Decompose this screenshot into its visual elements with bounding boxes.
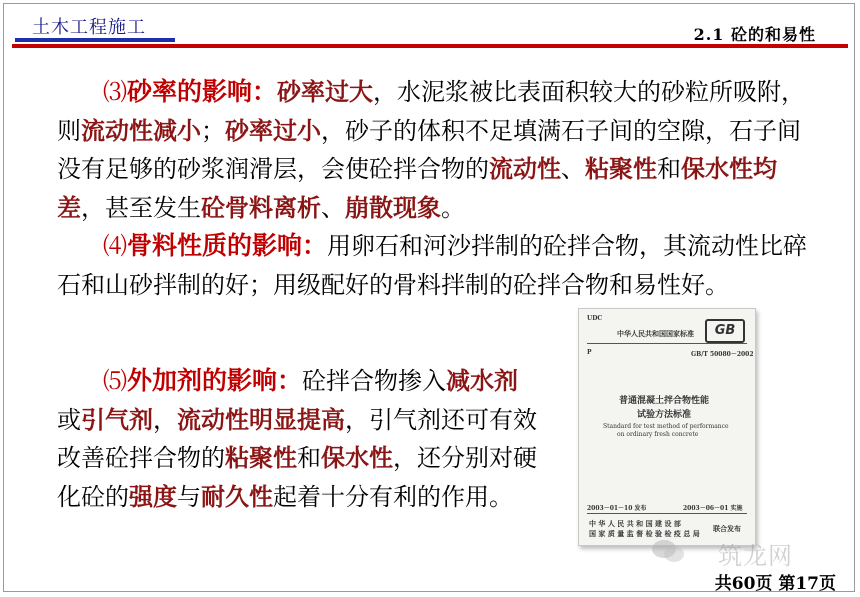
body-text: ，甚至发生 xyxy=(81,193,201,222)
paragraph-admixture xyxy=(57,362,537,516)
paragraph-aggregate xyxy=(57,227,827,304)
section-title: 2.1 砼的和易性 xyxy=(693,25,816,44)
paragraph-sand-ratio xyxy=(57,73,807,227)
highlight: 流动性明显提高 xyxy=(177,404,345,434)
book-issue-date: 2003－01－10 发布 xyxy=(587,505,647,512)
book-org: 中华人民共和国国家标准 xyxy=(617,329,694,338)
book-rule xyxy=(587,343,747,344)
paragraph-heading: 砂率的影响： xyxy=(127,77,278,106)
body-text: ，引气剂还可有效改善砼拌合物的 xyxy=(57,405,537,472)
header-accent-bar xyxy=(15,38,175,42)
body-text: 和 xyxy=(297,444,321,472)
standard-book-cover xyxy=(578,308,756,546)
book-title-en-1: Standard for test method of performance xyxy=(603,423,729,430)
highlight: 流动性 xyxy=(489,154,561,183)
book-title-en-2: on ordinary fresh concrete xyxy=(617,431,699,438)
book-udc: UDC xyxy=(587,315,603,322)
body-text: ， xyxy=(153,405,177,434)
item-number: ⑷ xyxy=(103,232,127,260)
paragraph-heading: 骨料性质的影响： xyxy=(127,231,328,260)
book-code: GB/T 50080－2002 xyxy=(691,351,754,358)
body-text: 。 xyxy=(441,193,465,222)
body-text: 、 xyxy=(321,193,345,222)
highlight: 强度 xyxy=(129,481,177,511)
book-rule xyxy=(587,513,747,514)
body-text: 或 xyxy=(57,405,81,434)
body-text: ，水泥浆被比表面积较大的砂粒所吸附，则 xyxy=(57,78,806,145)
highlight: 粘聚性 xyxy=(585,154,657,183)
book-impl-date: 2003－06－01 实施 xyxy=(683,505,743,512)
highlight: 减水剂 xyxy=(446,366,519,395)
course-title: 土木工程施工 xyxy=(32,17,146,38)
watermark-chat-icon xyxy=(650,538,686,564)
book-bottom-2: 国 家 质 量 监 督 检 验 检 疫 总 局 xyxy=(589,529,700,538)
highlight: 崩散现象 xyxy=(345,192,441,222)
book-title-cn-2: 试验方法标准 xyxy=(637,410,692,420)
highlight: 耐久性 xyxy=(201,481,273,511)
watermark-text: 筑龙网 xyxy=(718,542,793,570)
highlight: 砂率过小 xyxy=(225,115,321,145)
highlight: 砼骨料离析 xyxy=(201,192,321,222)
body-text: 、 xyxy=(561,155,585,183)
item-number: ⑶ xyxy=(103,78,127,106)
body-text: 砼拌合物掺入 xyxy=(302,367,447,395)
book-p: P xyxy=(587,349,592,356)
book-bottom-1: 中 华 人 民 共 和 国 建 设 部 xyxy=(589,519,681,528)
gb-logo: GB xyxy=(705,319,745,343)
body-text: 与 xyxy=(177,482,201,511)
item-number: ⑸ xyxy=(103,367,127,395)
body-text: 和 xyxy=(657,155,681,183)
highlight: 砂率过大 xyxy=(277,77,374,106)
body-text: 用卵石和河沙拌制的砼拌合物，其流动性比碎石和山砂拌制的好；用级配好的骨料拌制的砼拌合物和易性好。 xyxy=(57,232,808,299)
body-text: ，砂子的体积不足填满石子间的空隙，石子间没有足够的砂浆润滑层，会使砼拌合物的 xyxy=(57,116,801,183)
highlight: 引气剂 xyxy=(81,404,153,434)
body-text: ； xyxy=(201,116,225,145)
body-text: 起着十分有利的作用。 xyxy=(273,482,513,511)
book-bottom-3: 联合发布 xyxy=(713,524,741,533)
highlight: 粘聚性 xyxy=(225,443,297,472)
paragraph-heading: 外加剂的影响： xyxy=(127,366,303,395)
highlight: 保水性 xyxy=(321,443,393,472)
body-text: ，还分别对硬化砼的 xyxy=(57,444,537,511)
highlight: 保水性均差 xyxy=(57,154,777,222)
highlight: 流动性减小 xyxy=(81,115,201,145)
book-title-cn-1: 普通混凝土拌合物性能 xyxy=(619,396,710,406)
page-indicator: 共60页 第17页 xyxy=(714,574,836,594)
